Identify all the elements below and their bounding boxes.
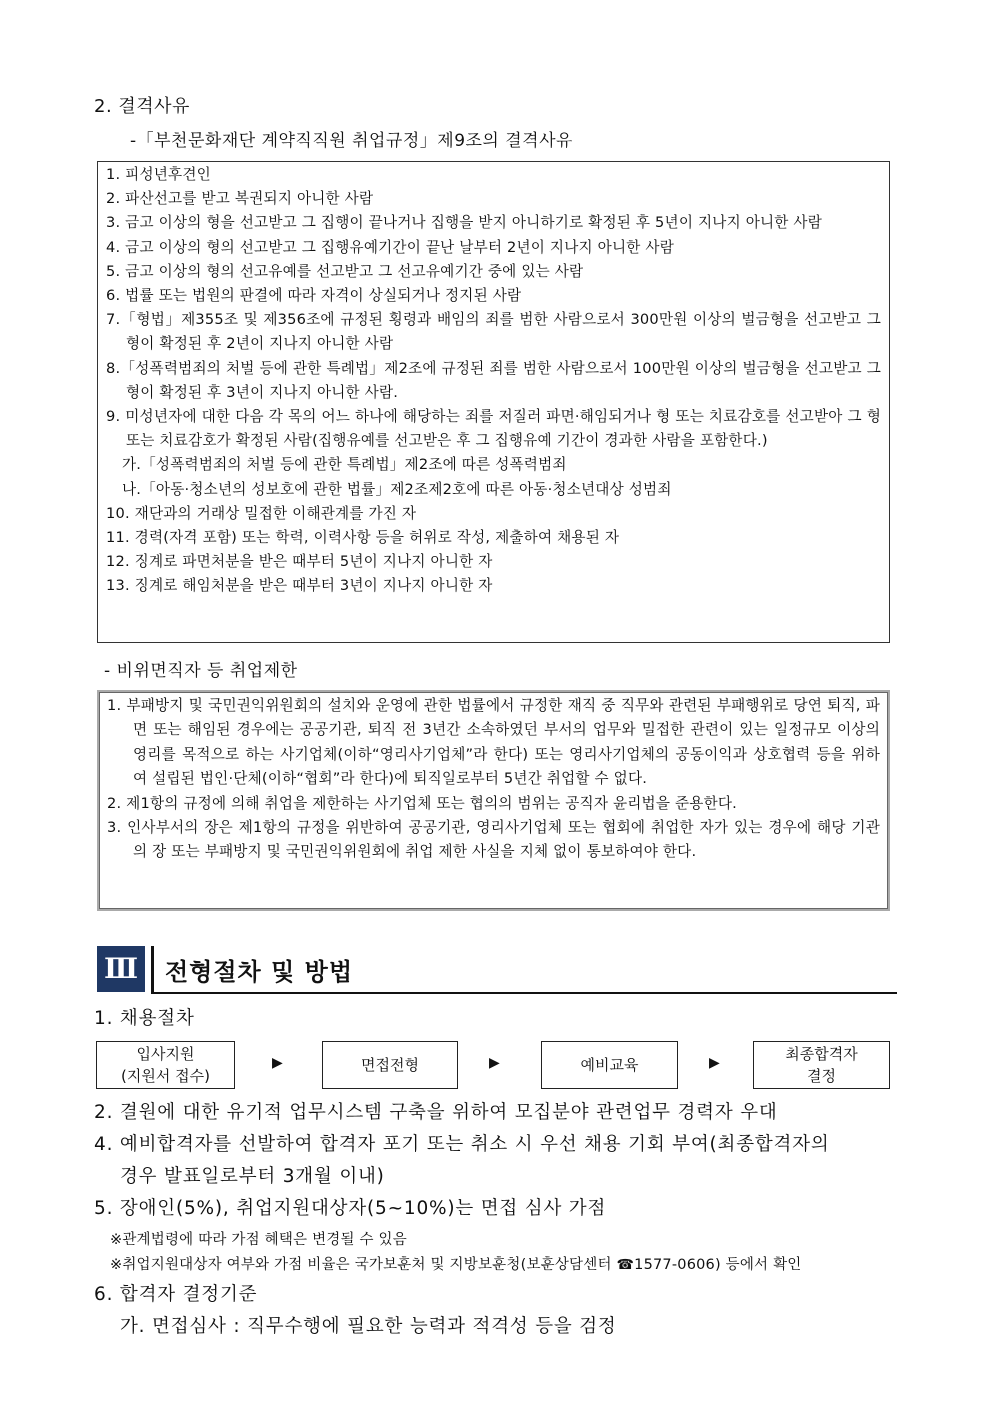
list-item: 7.「형법」제355조 및 제356조에 규정된 횡령과 배임의 죄를 범한 사람으로서 300만원 이상의 벌금형을 선고받고 그 형이 확정된 후 2년이 지나지 아니한 사람 bbox=[106, 311, 881, 353]
list-item: 2. 제1항의 규정에 의해 취업을 제한하는 사기업체 또는 협의의 범위는 공직자 윤리법을 준용한다. bbox=[107, 794, 738, 812]
list-item: 9. 미성년자에 대한 다음 각 목의 어느 하나에 해당하는 죄를 저질러 파면·해임되거나 형 또는 치료감호를 선고받아 그 형 또는 치료감호가 확정된 사람(집행유예를 선고받은 후 그 집행유예 기간이 경과한 사람을 포함한다.) bbox=[106, 408, 881, 450]
list-item: 1. 피성년후견인 bbox=[106, 166, 211, 183]
note-2 bbox=[110, 1253, 802, 1274]
list-item: 1. 부패방지 및 국민권익위원회의 설치와 운영에 관한 법률에서 규정한 재직 중 직무와 관련된 부패행위로 당연 퇴직, 파면 또는 해임된 경우에는 공공기관, 퇴직 전 3년간 소속하였던 부서의 업무와 밀접한 관련이 있는 일정규모 이상의 영리를 목적으로 하는 사기업체(이하“영리사기업체”라 한다) 또는 영리사기업체의 공동이익과 상호협력 등을 위하여 설립된 법인·단체(이하“협회”라 한다)에 퇴직일로부터 5년간 취업할 수 없다. bbox=[107, 697, 880, 788]
section-header bbox=[97, 946, 897, 994]
note-1: ※관계법령에 따라 가점 혜택은 변경될 수 있음 bbox=[110, 1232, 407, 1248]
flow-step-training bbox=[541, 1041, 678, 1089]
flow-step-label: 입사지원 bbox=[136, 1045, 195, 1063]
list-item: 10. 재단과의 거래상 밀접한 이해관계를 가진 자 bbox=[106, 504, 417, 522]
point-5: 5. 장애인(5%), 취업지원대상자(5~10%)는 면접 심사 가점 bbox=[94, 1198, 607, 1219]
disqualification-subheading: -「부천문화재단 계약직직원 취업규정」제9조의 결격사유 bbox=[130, 131, 573, 151]
flow-arrow-icon: ▶ bbox=[272, 1055, 283, 1071]
section-numeral: Ⅲ bbox=[97, 946, 145, 992]
flow-step-label: (지원서 접수) bbox=[121, 1067, 210, 1085]
flow-arrow-icon: ▶ bbox=[709, 1055, 720, 1071]
flow-step-interview bbox=[322, 1041, 458, 1089]
point-6-sub: 가. 면접심사 : 직무수행에 필요한 능력과 적격성 등을 검정 bbox=[120, 1316, 617, 1337]
flow-step-final bbox=[753, 1041, 890, 1089]
procedure-heading: 1. 채용절차 bbox=[94, 1008, 195, 1029]
flow-step-label: 예비교육 bbox=[580, 1056, 639, 1074]
header-underline bbox=[151, 992, 897, 994]
point-2: 2. 결원에 대한 유기적 업무시스템 구축을 위하여 모집분야 관련업무 경력자 우대 bbox=[94, 1102, 778, 1123]
section-title: 전형절차 및 방법 bbox=[165, 958, 353, 986]
list-item: 5. 금고 이상의 형의 선고유예를 선고받고 그 선고유예기간 중에 있는 사람 bbox=[106, 262, 584, 280]
header-divider bbox=[151, 946, 154, 992]
note-2-text: ※취업지원대상자 여부와 가점 비율은 국가보훈처 및 지방보훈청(보훈상담센터 bbox=[110, 1257, 617, 1273]
list-item: 8.「성폭력범죄의 처벌 등에 관한 특례법」제2조에 규정된 죄를 범한 사람으로서 100만원 이상의 벌금형을 선고받고 그 형이 확정된 후 3년이 지나지 아니한 사람. bbox=[106, 359, 881, 401]
flow-step-label: 결정 bbox=[807, 1067, 836, 1085]
restriction-heading: - 비위면직자 등 취업제한 bbox=[104, 661, 298, 681]
list-item: 2. 파산선고를 받고 복권되지 아니한 사람 bbox=[106, 190, 374, 208]
flow-step-label: 최종합격자 bbox=[785, 1045, 858, 1063]
list-item: 3. 인사부서의 장은 제1항의 규정을 위반하여 공공기관, 영리사기업체 또는 협회에 취업한 자가 있는 경우에 해당 기관의 장 또는 부패방지 및 국민권익위원회에 취업 제한 사실을 지체 없이 통보하여야 한다. bbox=[107, 819, 880, 861]
list-subitem: 가.「성폭력범죄의 처벌 등에 관한 특례법」제2조에 따른 성폭력범죄 bbox=[122, 456, 567, 474]
point-4-line1: 4. 예비합격자를 선발하여 합격자 포기 또는 취소 시 우선 채용 기회 부여(최종합격자의 bbox=[94, 1134, 830, 1155]
list-item: 4. 금고 이상의 형의 선고받고 그 집행유예기간이 끝난 날부터 2년이 지나지 아니한 사람 bbox=[106, 238, 674, 256]
list-item: 13. 징계로 해임처분을 받은 때부터 3년이 지나지 아니한 자 bbox=[106, 577, 493, 595]
point-4-line2: 경우 발표일로부터 3개월 이내) bbox=[120, 1166, 385, 1187]
list-item: 6. 법률 또는 법원의 판결에 따라 자격이 상실되거나 정지된 사람 bbox=[106, 287, 522, 305]
point-6: 6. 합격자 결정기준 bbox=[94, 1284, 258, 1305]
disqualification-box bbox=[97, 161, 890, 643]
flow-step-label: 면접전형 bbox=[361, 1056, 419, 1074]
list-item: 12. 징계로 파면처분을 받은 때부터 5년이 지나지 아니한 자 bbox=[106, 553, 493, 571]
flow-arrow-icon: ▶ bbox=[489, 1055, 500, 1071]
section-heading-disqualification: 2. 결격사유 bbox=[94, 96, 190, 117]
list-item: 3. 금고 이상의 형을 선고받고 그 집행이 끝나거나 집행을 받지 아니하기로 확정된 후 5년이 지나지 아니한 사람 bbox=[106, 214, 823, 232]
list-subitem: 나.「아동·청소년의 성보호에 관한 법률」제2조제2호에 따른 아동·청소년대상 성범죄 bbox=[122, 480, 672, 498]
flow-step-apply bbox=[96, 1041, 235, 1089]
phone-icon: ☎ bbox=[616, 1257, 635, 1273]
list-item: 11. 경력(자격 포함) 또는 학력, 이력사항 등을 허위로 작성, 제출하여 채용된 자 bbox=[106, 529, 620, 547]
note-2-text: 1577-0606) 등에서 확인 bbox=[634, 1257, 802, 1273]
restriction-box bbox=[97, 690, 890, 911]
